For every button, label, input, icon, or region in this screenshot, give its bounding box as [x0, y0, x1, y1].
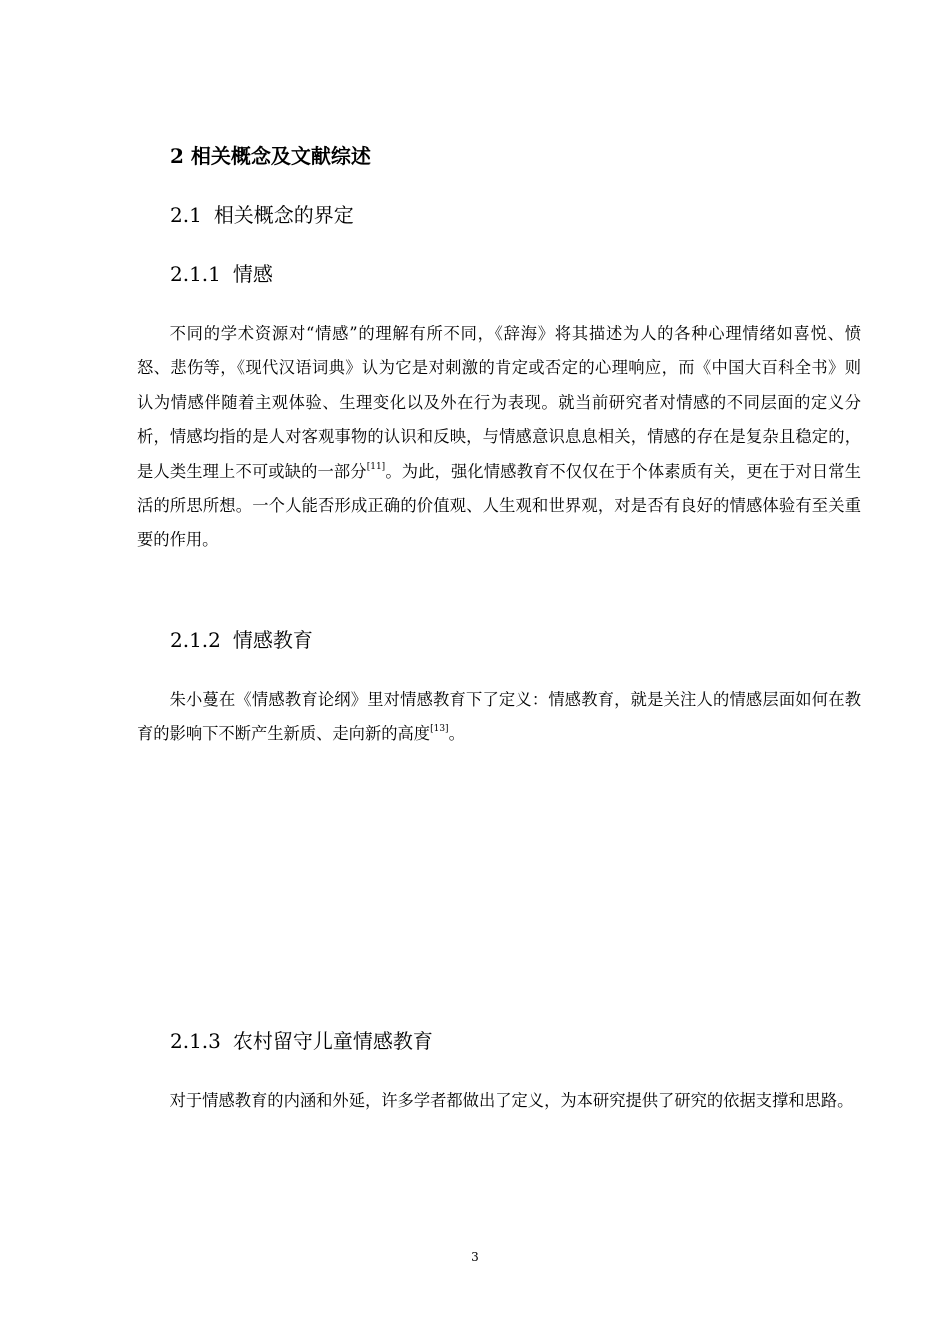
page-number: 3 [471, 1250, 479, 1264]
section-number: 2.1 [170, 203, 202, 227]
section-title: 农村留守儿童情感教育 [232, 1029, 433, 1053]
section-title: 情感 [232, 262, 273, 286]
section-heading-2-1-1 [170, 260, 273, 288]
citation-marker: [11] [366, 461, 386, 472]
section-heading-2-1-3 [170, 1027, 433, 1055]
paragraph-rural-children [137, 1084, 861, 1118]
section-heading-2-1-2 [170, 626, 313, 654]
section-number: 2.1.3 [170, 1029, 221, 1053]
paragraph-text: 不同的学术资源对“情感”的理解有所不同，《辞海》将其描述为人的各种心理情绪如喜悦、愤怒、悲伤等，《现代汉语词典》认为它是对刺激的肯定或否定的心理响应，而《中国大百科全书》则认为情感伴随着主观体验、生理变化以及外在行为表现。就当前研究者对情感的不同层面的定义分析，情感均指的是人对客观事物的认识和反映，与情感意识息息相关，情感的存在是复杂且稳定的，是人类生理上不可或缺的一部分 [137, 324, 861, 481]
paragraph-emotional-education [137, 683, 861, 752]
citation-marker: [13] [430, 724, 449, 735]
paragraph-text: 朱小蔓在《情感教育论纲》里对情感教育下了定义：情感教育，就是关注人的情感层面如何在教育的影响下不断产生新质、走向新的高度 [137, 690, 861, 744]
section-title: 相关概念的界定 [213, 203, 354, 227]
paragraph-text: 。为此，强化情感教育不仅仅在于个体素质有关，更在于对日常生活的所思所想。一个人能否形成正确的价值观、人生观和世界观，对是否有良好的情感体验有至关重要的作用。 [137, 461, 861, 550]
chapter-heading: 2 相关概念及文献综述 [170, 144, 371, 168]
paragraph-emotion-definition [137, 317, 861, 558]
section-title: 情感教育 [232, 628, 313, 652]
paragraph-text: 。 [448, 724, 465, 744]
section-number: 2.1.1 [170, 262, 221, 286]
paragraph-text: 对于情感教育的内涵和外延，许多学者都做出了定义，为本研究提供了研究的依据支撑和思路。 [169, 1091, 854, 1110]
section-heading-2-1 [170, 201, 354, 229]
section-number: 2.1.2 [170, 628, 221, 652]
